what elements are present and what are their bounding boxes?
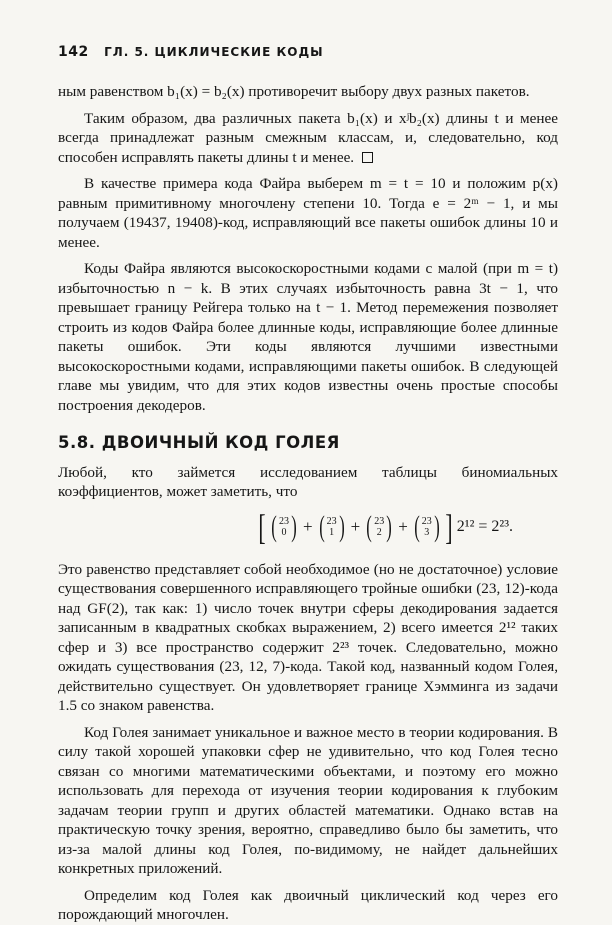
binomial-1: ( 23 1 ): [318, 509, 345, 543]
right-bracket: ]: [445, 506, 453, 547]
left-bracket: [: [258, 506, 266, 547]
binomial-0: ( 23 0 ): [271, 509, 297, 543]
end-of-proof-icon: [362, 152, 373, 163]
paragraph-2-text: Таким образом, два различных пакета b₁(x) и xʲb₂(x) длины t и менее всегда принадлежат разным смежным классам, и, следовательно, код способен исправлять пакеты длины t и менее.: [58, 109, 558, 166]
binomial-formula: [ ( 23 0 ) + ( 23 1 ) + ( 23 2 ) + ( 23 3 ) ] 2¹² = 2²³.: [258, 506, 513, 547]
paragraph-3: В качестве примера кода Файра выберем m = t = 10 и положим p(x) равным примитивному многочлену степени 10. Тогда e = 2ᵐ − 1, и мы получаем (19437, 19408)-код, исправляющий все пакеты ошибок длины 10 и менее.: [58, 175, 558, 251]
binomial-3: ( 23 3 ): [414, 509, 440, 543]
body-text: [58, 82, 558, 925]
section-heading: 5.8. ДВОИЧНЫЙ КОД ГОЛЕЯ: [58, 433, 340, 452]
chapter-title: ГЛ. 5. ЦИКЛИЧЕСКИЕ КОДЫ: [104, 45, 324, 59]
paragraph-1: ным равенством b₁(x) = b₂(x) противоречит выбору двух разных пакетов.: [58, 83, 530, 100]
formula-tail: 2¹² = 2²³.: [456, 517, 513, 535]
paragraph-2: [58, 109, 558, 168]
paragraph-4: Коды Файра являются высокоскоростными кодами с малой (при m = t) избыточностью n − k. В этих случаях избыточность равна 3t − 1, что превышает границу Рейгера только на t − 1. Метод перемежения позволяет строить из кодов Файра более длинные коды, исправляющие более длинные пакеты ошибок. Эти коды являются лучшими известными высокоскоростными кодами, исправляющими пакеты ошибок. В следующей главе мы увидим, что для этих кодов известны очень простые способы построения декодеров.: [58, 260, 558, 414]
paragraph-7: Код Голея занимает уникальное и важное место в теории кодирования. В силу такой хорошей упаковки сфер не удивительно, что код Голея тесно связан со многими математическими объектами, и поэтому его можно использовать для перехода от изучения теории кодирования к глубоким задачам теории групп и других областей математики. Однако встав на практическую точку зрения, вероятно, справедливо было бы заметить, что из-за малой длины код Голея, по-видимому, не найдет дальнейших конкретных приложений.: [58, 723, 558, 877]
paragraph-8: Определим код Голея как двоичный циклический код через его порождающий многочлен.: [58, 886, 558, 923]
paragraph-6: Это равенство представляет собой необходимое (но не достаточное) условие существования совершенного исправляющего тройные ошибки (23, 12)-кода над GF(2), так как: 1) число точек внутри сферы декодирования задается записанным в квадратных скобках выражением, 2) всего имеется 2¹² таких сфер и 3) все пространство содержит 2²³ точек. Следовательно, можно ожидать существования (23, 12, 7)-кода. Такой код, названный кодом Голея, действительно существует. Он удовлетворяет границе Хэмминга из задачи 1.5 со знаком равенства.: [58, 560, 558, 714]
binomial-2: ( 23 2 ): [366, 509, 392, 543]
running-head: [58, 44, 324, 60]
page-number: 142: [58, 44, 89, 60]
paragraph-5: Любой, кто займется исследованием таблицы биномиальных коэффициентов, может заметить, что: [58, 463, 558, 500]
